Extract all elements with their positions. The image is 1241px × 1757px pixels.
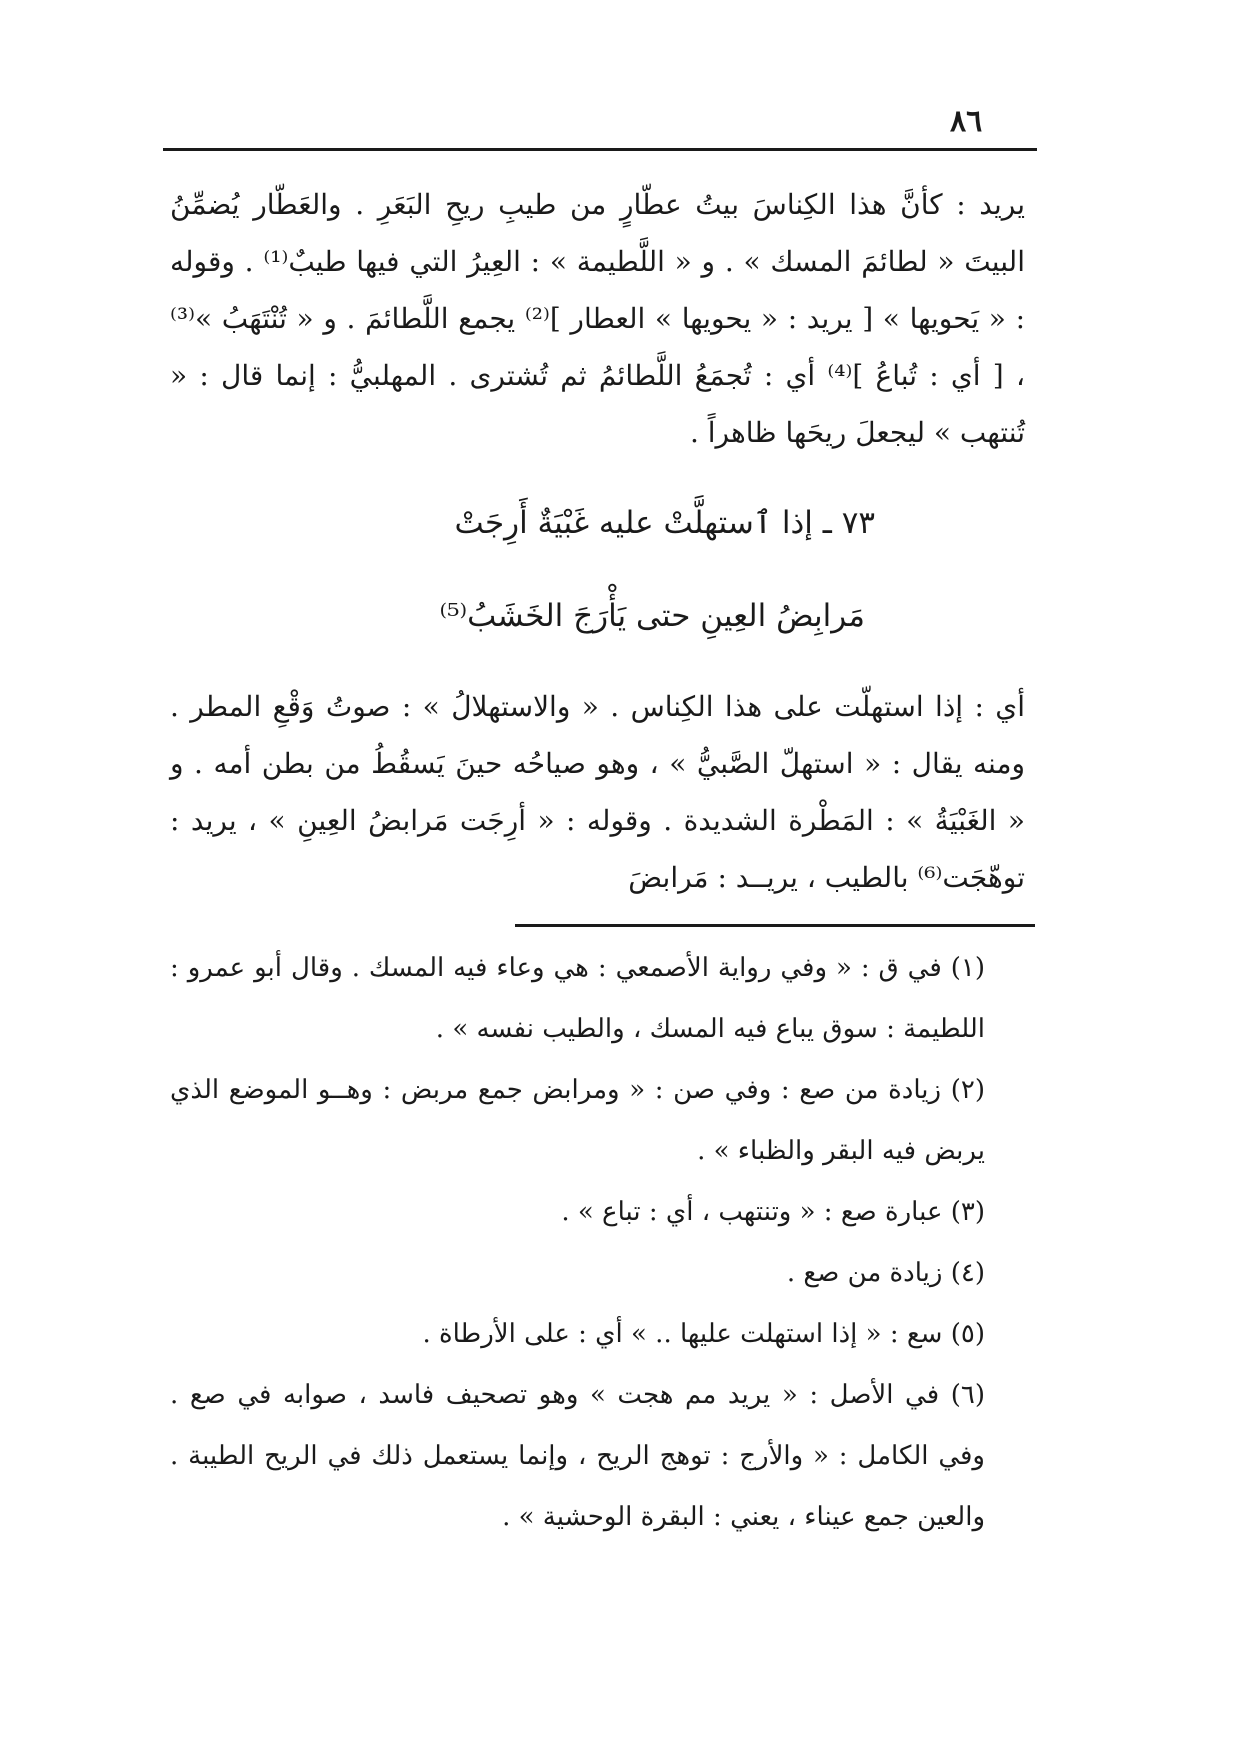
footnote-2: (٢) زيادة من صع : وفي صن : « ومرابض جمع مربض : وهــو الموضع الذي يربض فيه البقر والظباء » . [170, 1075, 985, 1166]
footnote-4: (٤) زيادة من صع . [786, 1258, 985, 1288]
footnote-5: (٥) سع : « إذا استهلت عليها .. » أي : على الأرطاة . [422, 1319, 985, 1349]
footnote-rule [515, 924, 1035, 927]
verse [170, 492, 1025, 647]
commentary-paragraph: أي : إذا استهلّت على هذا الكِناس . « والاستهلالُ » : صوتُ وَقْعِ المطر . ومنه يقال : « استهلّ الصَّبيُّ » ، وهو صياحُه حينَ يَسقُطُ من بطن أمه . و « الغَبْيَةُ » : المَطْرة الشديدة . وقوله : « أرِجَت مَرابضُ العِينِ » ، يريد : توهّجَت⁽⁶⁾ بالطيب ، يريــد : مَرابضَ [170, 690, 1025, 894]
header-rule [163, 148, 1037, 151]
footnote-1: (١) في ق : « وفي رواية الأصمعي : هي وعاء فيه المسك . وقال أبو عمرو : اللطيمة : سوق يباع فيه المسك ، والطيب نفسه » . [170, 953, 985, 1044]
footnote-3: (٣) عبارة صع : « وتنتهب ، أي : تباع » . [561, 1197, 985, 1227]
footnotes [170, 938, 1025, 1548]
main-text [170, 176, 1025, 906]
intro-paragraph: يريد : كأنَّ هذا الكِناسَ بيتُ عطّارٍ من طيبِ ريحِ البَعَرِ . والعَطّار يُضمِّنُ البيتَ « لطائمَ المسك » . و « اللَّطيمة » : العِيرُ التي فيها طيبٌ⁽¹⁾ . وقوله : « يَحويها » [ يريد : « يحويها » العطار ]⁽²⁾ يجمع اللَّطائمَ . و « تُنْتَهَبُ »⁽³⁾ ، [ أي : تُباعُ ]⁽⁴⁾ أي : تُجمَعُ اللَّطائمُ ثم تُشترى . المهلبيُّ : إنما قال : « تُنتهب » ليجعلَ ريحَها ظاهراً . [170, 188, 1026, 449]
footnote-6: (٦) في الأصل : « يريد مم هجت » وهو تصحيف فاسد ، صوابه في صع . وفي الكامل : « والأرج : توهج الريح ، وإنما يستعمل ذلك في الريح الطيبة . والعين جمع عيناء ، يعني : البقرة الوحشية » . [170, 1380, 985, 1532]
page-number: ٨٦ [950, 104, 983, 139]
verse-second-hemistich: مَرابِضُ العِينِ حتى يَأْرَجَ الخَشَبُ⁽⁵⁾ [439, 598, 865, 634]
verse-first-hemistich: ٧٣ ـ إذا ٱستهلَّتْ عليه غَبْيَةٌ أَرِجَتْ [454, 505, 875, 541]
